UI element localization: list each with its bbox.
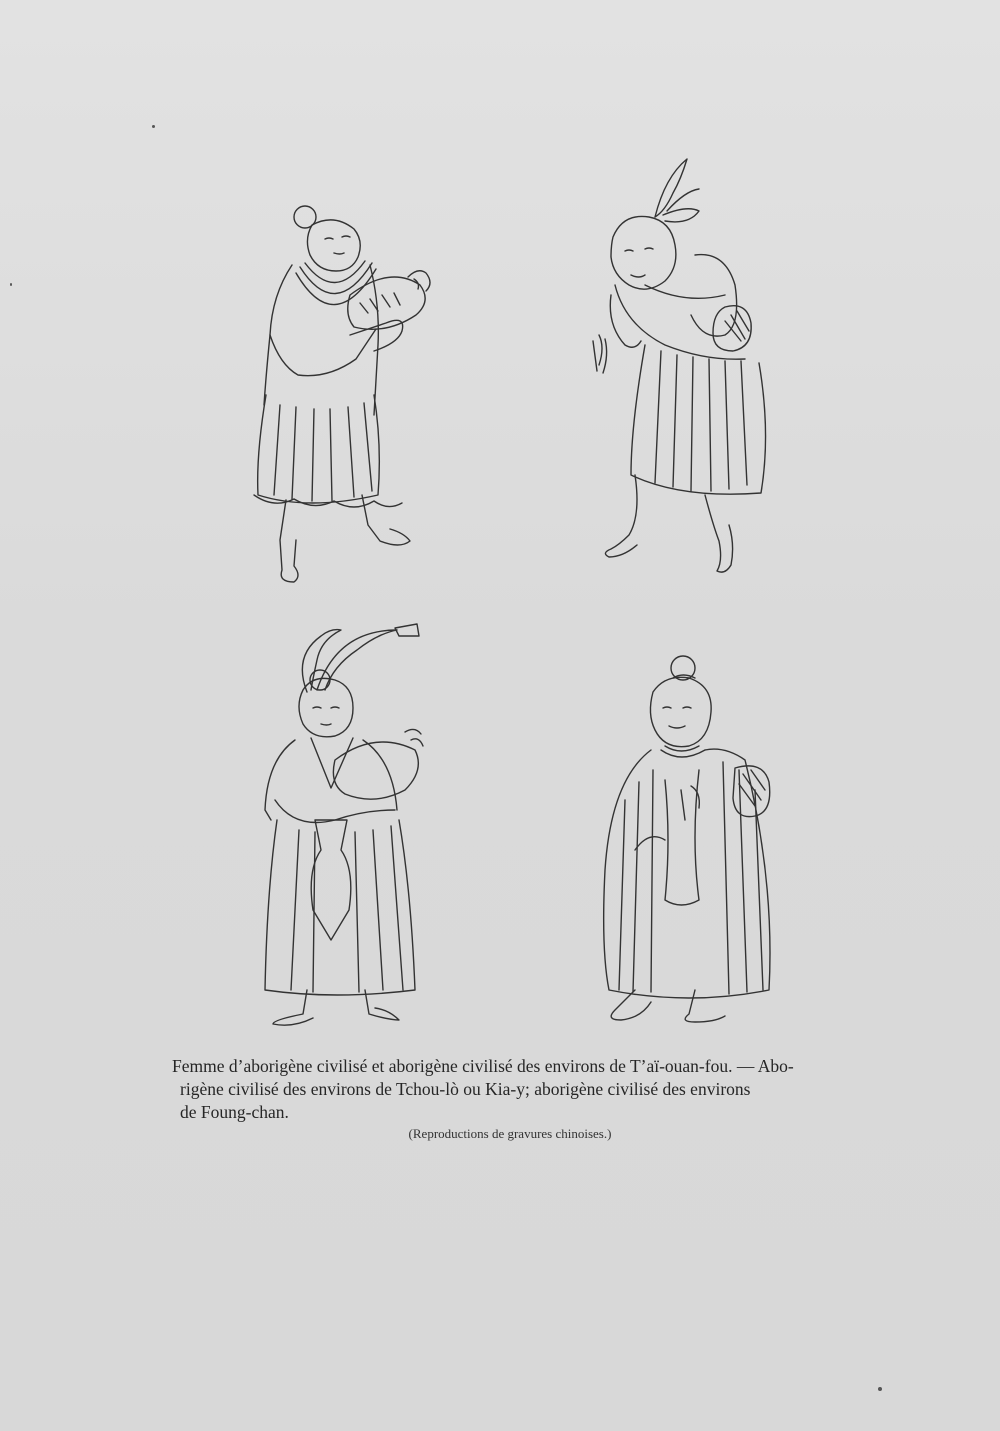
caption-line-2: rigène civilisé des environs de Tchou-lò ou Kia-y; aborigène civilisé des environs [180,1079,751,1099]
engraving-woman-holding-bird [255,620,440,1030]
caption-line-3: de Foung-chan. [180,1102,289,1122]
engraving-man-with-feathers [585,155,795,585]
engraving-elder-in-striped-cloak [595,650,795,1030]
engraving-woman-holding-animal [230,195,450,590]
figure-caption [172,1055,852,1124]
caption-line-1: Femme d’aborigène civilisé et aborigène civilisé des environs de T’aï-ouan-fou. — Abo- [172,1056,794,1076]
reproduction-credit: (Reproductions de gravures chinoises.) [408,1126,612,1141]
page-speck [878,1387,882,1391]
page-speck [152,125,155,128]
page-speck [10,283,12,286]
